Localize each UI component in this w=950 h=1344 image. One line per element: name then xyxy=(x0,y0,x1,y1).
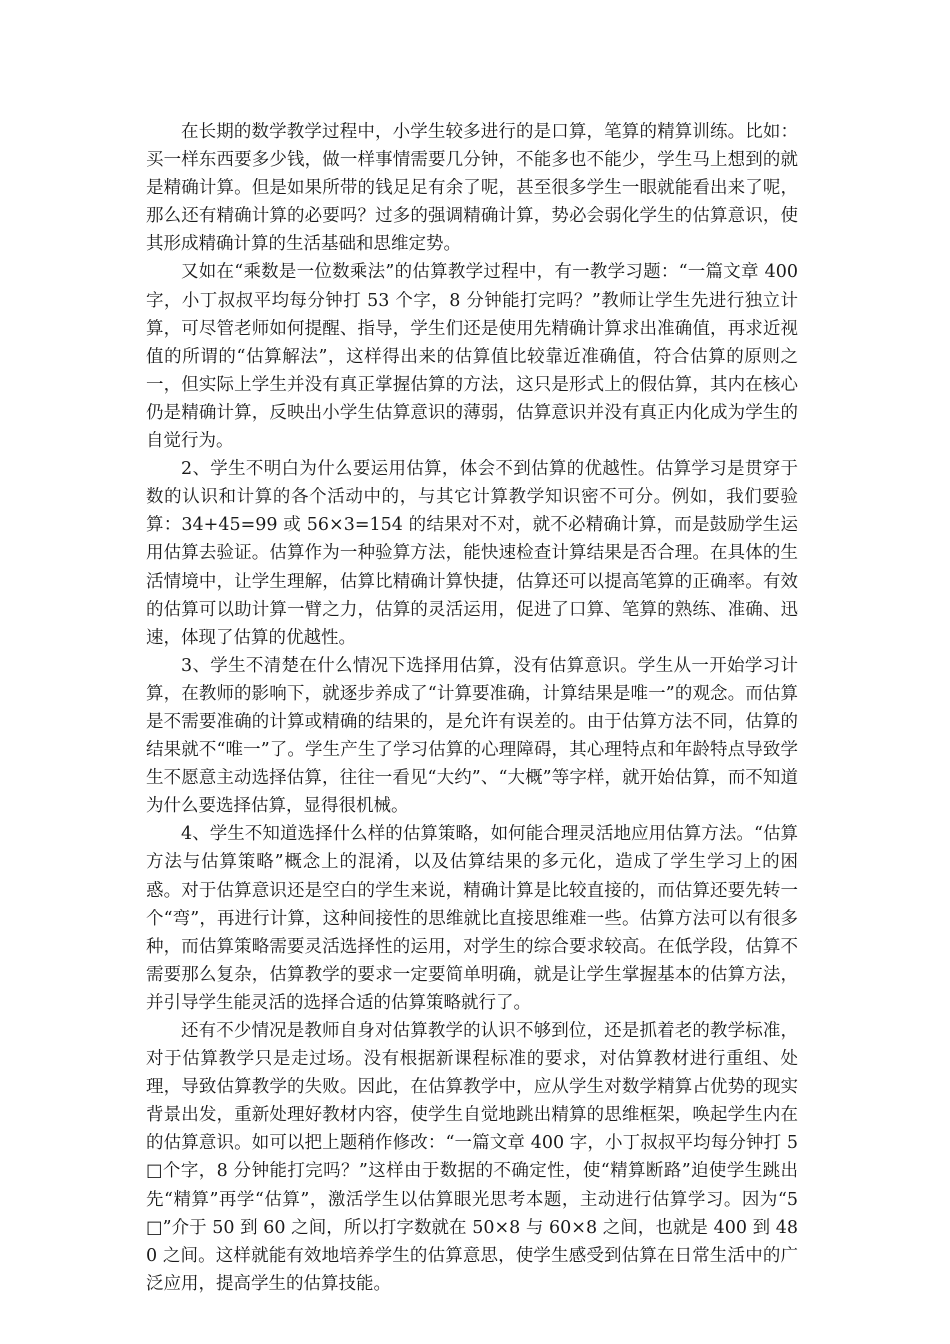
paragraph-2: 又如在“乘数是一位数乘法”的估算教学过程中，有一教学习题：“一篇文章 400 字，小丁叔叔平均每分钟打 53 个字，8 分钟能打完吗？”教师让学生先进行独立计算，可尽管老师如何提醒、指导，学生们还是使用先精确计算求出准确值，再求近视值的所谓的“估算解法”，这样得出来的估算值比较靠近准确值，符合估算的原则之一，但实际上学生并没有真正掌握估算的方法，这只是形式上的假估算，其内在核心仍是精确计算，反映出小学生估算意识的薄弱，估算意识并没有真正内化成为学生的自觉行为。 xyxy=(146,262,798,452)
paragraph-3: 2、学生不明白为什么要运用估算，体会不到估算的优越性。估算学习是贯穿于数的认识和计算的各个活动中的，与其它计算教学知识密不可分。例如，我们要验算：34+45=99 或 56×3=154 的结果对不对，就不必精确计算，而是鼓励学生运用估算去验证。估算作为一种验算方法，能快速检查计算结果是否合理。在具体的生活情境中，让学生理解，估算比精确计算快捷，估算还可以提高笔算的正确率。有效的估算可以助计算一臂之力，估算的灵活运用，促进了口算、笔算的熟练、准确、迅速，体现了估算的优越性。 xyxy=(146,459,798,648)
paragraph-5: 4、学生不知道选择什么样的估算策略，如何能合理灵活地应用估算方法。“估算方法与估算策略”概念上的混淆，以及估算结果的多元化，造成了学生学习上的困惑。对于估算意识还是空白的学生来说，精确计算是比较直接的，而估算还要先转一个“弯”，再进行计算，这种间接性的思维就比直接思维难一些。估算方法可以有很多种，而估算策略需要灵活选择性的运用，对学生的综合要求较高。在低学段，估算不需要那么复杂，估算教学的要求一定要简单明确，就是让学生掌握基本的估算方法，并引导学生能灵活的选择合适的估算策略就行了。 xyxy=(146,824,798,1013)
paragraph-1: 在长期的数学教学过程中，小学生较多进行的是口算，笔算的精算训练。比如：买一样东西要多少钱，做一样事情需要几分钟，不能多也不能少，学生马上想到的就是精确计算。但是如果所带的钱足足有余了呢，甚至很多学生一眼就能看出来了呢，那么还有精确计算的必要吗？过多的强调精确计算，势必会弱化学生的估算意识，使其形成精确计算的生活基础和思维定势。 xyxy=(146,122,798,255)
paragraph-6: 还有不少情况是教师自身对估算教学的认识不够到位，还是抓着老的教学标准，对于估算教学只是走过场。没有根据新课程标准的要求，对估算教材进行重组、处理，导致估算教学的失败。因此，在估算教学中，应从学生对数学精算占优势的现实背景出发，重新处理好教材内容，使学生自觉地跳出精算的思维框架，唤起学生内在的估算意识。如可以把上题稍作修改：“一篇文章 400 字，小丁叔叔平均每分钟打 5□个字，8 分钟能打完吗？”这样由于数据的不确定性，使“精算断路”迫使学生跳出先“精算”再学“估算”，激活学生以估算眼光思考本题，主动进行估算学习。因为“5□”介于 50 到 60 之间，所以打字数就在 50×8 与 60×8 之间，也就是 400 到 480 之间。这样就能有效地培养学生的估算意思，使学生感受到估算在日常生活中的广泛应用，提高学生的估算技能。 xyxy=(146,1021,798,1294)
paragraph-4: 3、学生不清楚在什么情况下选择用估算，没有估算意识。学生从一开始学习计算，在教师的影响下，就逐步养成了“计算要准确，计算结果是唯一”的观念。而估算是不需要准确的计算或精确的结果的，是允许有误差的。由于估算方法不同，估算的结果就不“唯一”了。学生产生了学习估算的心理障碍，其心理特点和年龄特点导致学生不愿意主动选择估算，往往一看见“大约”、“大概”等字样，就开始估算，而不知道为什么要选择估算，显得很机械。 xyxy=(146,655,798,817)
document-body xyxy=(146,118,798,1298)
